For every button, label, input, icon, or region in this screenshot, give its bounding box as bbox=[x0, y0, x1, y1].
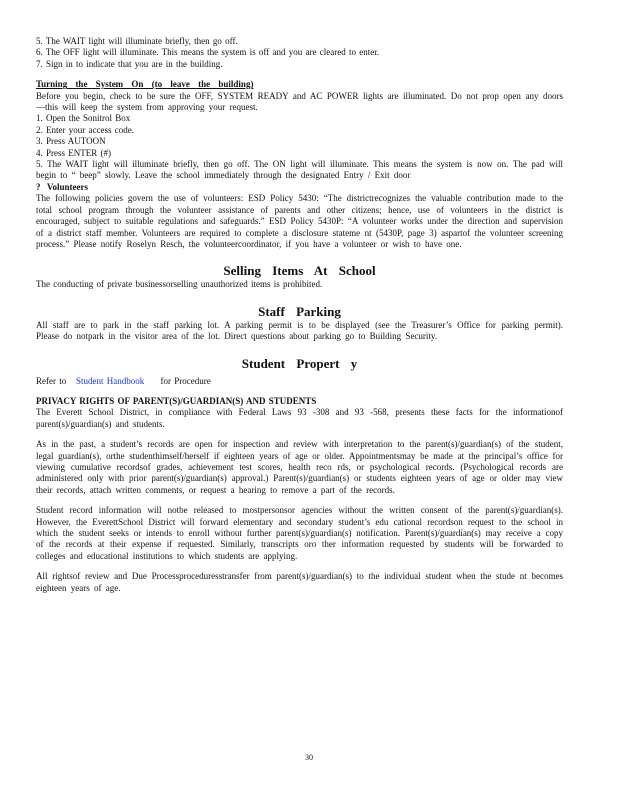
volunteers-body: The following policies govern the use of volunteers: ESD Policy 5430: “The districtrecognizes the valuable contribution made to the total school program through the volunteer assistance of parents and other citizens; hence, use of volunteers in the district is encouraged, subject to suitable regulations and safeguards.” ESD Policy 5430P: “A volunteer works under the direction and supervision of a district staff member. Volunteers are required to complete a disclosure stateme nt (5430P, page 3) aspartof the volunteer screening process.” Please notify Roselyn Resch, the volunteercoordinator, if you have a volunteer or wish to have one. bbox=[36, 193, 563, 249]
section-heading-privacy: PRIVACY RIGHTS OF PARENT(S)/GUARDIAN(S) AND STUDENTS bbox=[36, 395, 317, 406]
page-number: 30 bbox=[305, 753, 313, 762]
privacy-paragraph: As in the past, a student’s records are open for inspection and review with interpretation to the parent(s)/guardian(s) of the student, legal guardian(s), orthe studenthimself/herself if eighteen years of age or older. Appointmentsmay be made at the principal’s office for viewing cumulative recordsof grades, achievement test scores, health reco rds, or psychological records. (Psychological records are administered only with prior parent(s)/guardian(s) approval.) Parent(s)/guardian(s) or students eighteen years of age or older may view their records, attach written comments, or request a hearing to remove a part of the records. bbox=[36, 439, 563, 495]
list-item: 1. Open the Sonitrol Box bbox=[36, 113, 131, 124]
parking-body: All staff are to park in the staff parking lot. A parking permit is to be displayed (see the Treasurer’s Office for parking permit). Please do notpark in the visitor area of the lot. Direct questions about parking go to Building Security. bbox=[36, 319, 563, 342]
list-item: 5. The WAIT light will illuminate briefly, then go off. bbox=[36, 36, 238, 46]
page-content bbox=[36, 36, 563, 594]
list-item: 6. The OFF light will illuminate. This means the system is off and you are cleared to enter. bbox=[36, 47, 379, 58]
privacy-paragraph: Student record information will notbe released to mostpersonsor agencies without the written consent of the parent(s)/guardian(s). However, the EverettSchool District will forward elementary and secondary student’s edu cational recordson request to the school in which the student seeks or intends to enroll without further parent(s)/guardian(s) notification. Parent(s)/guardian(s) may receive a copy of the records at their expense if requested. Similarly, transcripts oro ther information requested by students will be forwarded to colleges and educational institutions to which students are applying. bbox=[36, 505, 563, 561]
section-heading-volunteers bbox=[36, 182, 563, 193]
list-item: 3. Press AUTOON bbox=[36, 136, 106, 147]
privacy-paragraph: All rightsof review and Due Processproceduresstransfer from parent(s)/guardian(s) to the individual student when the stude nt becomes eighteen years of age. bbox=[36, 571, 563, 593]
refer-prefix: Refer to bbox=[36, 375, 67, 386]
list-item: 4. Press ENTER (#) bbox=[36, 147, 111, 158]
student-property-refer bbox=[36, 376, 563, 387]
list-item: 7. Sign in to indicate that you are in the building. bbox=[36, 58, 223, 69]
bullet-marker: ? bbox=[36, 181, 41, 192]
list-item: 5. The WAIT light will illuminate briefly, then go off. The ON light will illuminate. This means the system is now on. The pad will begin to “ beep” slowly. Leave the school immediately through the designated Entry / Exit door bbox=[36, 159, 563, 181]
section-heading-parking: Staff Parking bbox=[258, 303, 341, 319]
volunteers-heading-text: Volunteers bbox=[46, 181, 89, 192]
refer-suffix: for Procedure bbox=[160, 375, 211, 386]
turning-on-intro: Before you begin, check to be sure the OFF, SYSTEM READY and AC POWER lights are illuminated. Do not prop open any doors —this will keep the system from approving your request. bbox=[36, 90, 563, 113]
selling-body: The conducting of private businessorselling unauthorized items is prohibited. bbox=[36, 279, 323, 290]
student-handbook-link[interactable]: Student Handbook bbox=[76, 375, 145, 386]
section-heading-student-property: Student Propert y bbox=[241, 355, 358, 371]
section-heading-selling: Selling Items At School bbox=[223, 263, 376, 279]
privacy-paragraph: The Everett School District, in compliance with Federal Laws 93 -308 and 93 -568, presents these facts for the informationof parent(s)/guardian(s) and students. bbox=[36, 407, 563, 429]
section-heading-turning-on: Turning the System On (to leave the building) bbox=[36, 79, 254, 90]
list-item: 2. Enter your access code. bbox=[36, 124, 134, 135]
